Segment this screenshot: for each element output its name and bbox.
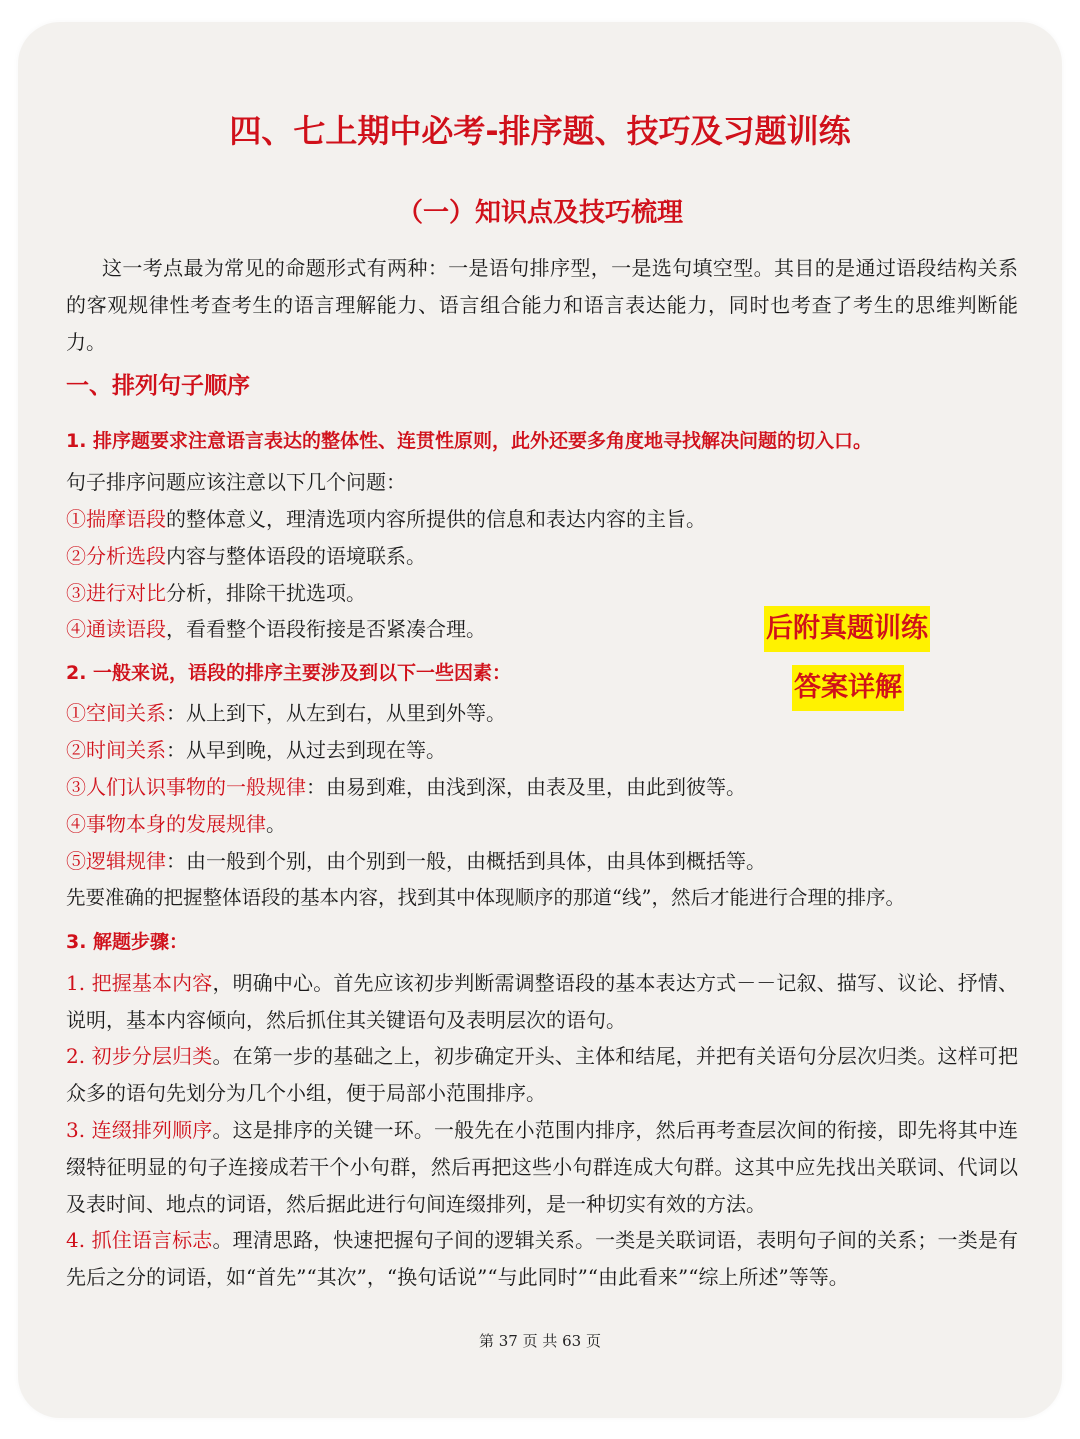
step-label: 4. 抓住语言标志 [66,1228,213,1252]
point1-item [66,501,706,538]
item-label: ④事物本身的发展规律 [66,812,266,836]
item-label: ③人们认识事物的一般规律 [66,775,306,799]
item-label: ④通读语段 [66,617,166,641]
point1-heading: 1. 排序题要求注意语言表达的整体性、连贯性原则，此外还要多角度地寻找解决问题的切入口。 [66,430,873,452]
step-paragraph [66,1112,1018,1223]
point2-item [66,769,746,806]
point1-item [66,538,426,575]
item-text: ：由一般到个别，由个别到一般，由概括到具体，由具体到概括等。 [166,849,766,873]
item-text: ：从早到晚，从过去到现在等。 [166,738,446,762]
item-text: ：由易到难，由浅到深，由表及里，由此到彼等。 [306,775,746,799]
point1-item [66,611,486,648]
item-text: ，看看整个语段衔接是否紧凑合理。 [166,617,486,641]
item-label: ①揣摩语段 [66,507,166,531]
point2-summary: 先要准确的把握整体语段的基本内容，找到其中体现顺序的那道“线”，然后才能进行合理的排序。 [66,886,905,909]
section-heading: 一、排列句子顺序 [66,373,250,399]
page-subtitle: （一）知识点及技巧梳理 [396,198,683,228]
item-label: ①空间关系 [66,701,166,725]
point2-item [66,843,766,880]
item-label: ②分析选段 [66,544,166,568]
step-text: 。理清思路，快速把握句子间的逻辑关系。一类是关联词语，表明句子间的关系；一类是有先后之分的词语，如“首先”“其次”，“换句话说”“与此同时”“由此看来”“综上所述”等等。 [66,1228,1018,1289]
page-title: 四、七上期中必考-排序题、技巧及习题训练 [229,112,851,150]
item-text: 的整体意义，理清选项内容所提供的信息和表达内容的主旨。 [166,507,706,531]
step-text: 。这是排序的关键一环。一般先在小范围内排序，然后再考查层次间的衔接，即先将其中连缀特征明显的句子连接成若干个小句群，然后再把这些小句群连成大句群。这其中应先找出关联词、代词以及表时间、地点的词语，然后据此进行句间连缀排列，是一种切实有效的方法。 [66,1118,1018,1216]
step-paragraph [66,1222,1018,1296]
point2-item [66,732,446,769]
point1-lead: 句子排序问题应该注意以下几个问题： [66,470,406,494]
item-text: 分析，排除干扰选项。 [166,581,366,605]
step-label: 1. 把握基本内容 [66,971,213,995]
step-paragraph [66,1038,1018,1112]
item-text: 内容与整体语段的语境联系。 [166,544,426,568]
step-paragraph [66,965,1018,1039]
point2-item [66,806,286,843]
step-text: 。在第一步的基础之上，初步确定开头、主体和结尾，并把有关语句分层次归类。这样可把众多的语句先划分为几个小组，便于局部小范围排序。 [66,1044,1018,1105]
item-text: 。 [266,812,286,836]
item-text: ：从上到下，从左到右，从里到外等。 [166,701,506,725]
point2-heading: 2. 一般来说，语段的排序主要涉及到以下一些因素： [66,662,512,684]
point1-item [66,575,366,612]
step-label: 2. 初步分层归类 [66,1044,213,1068]
promo-badge-training: 后附真题训练 [764,606,930,652]
intro-paragraph: 这一考点最为常见的命题形式有两种：一是语句排序型，一是选句填空型。其目的是通过语段结构关系的客观规律性考查考生的语言理解能力、语言组合能力和语言表达能力，同时也考查了考生的思维判断能力。 [66,256,1018,354]
page-number-footer: 第 37 页 共 63 页 [478,1332,601,1350]
promo-badge-answers: 答案详解 [792,665,904,711]
item-label: ③进行对比 [66,581,166,605]
item-label: ⑤逻辑规律 [66,849,166,873]
step-label: 3. 连缀排列顺序 [66,1118,213,1142]
step-text: ，明确中心。首先应该初步判断需调整语段的基本表达方式－－记叙、描写、议论、抒情、说明，基本内容倾向，然后抓住其关键语句及表明层次的语句。 [66,971,1018,1032]
point2-item [66,695,506,732]
item-label: ②时间关系 [66,738,166,762]
point3-heading: 3. 解题步骤： [66,931,189,953]
document-page [18,22,1062,1418]
